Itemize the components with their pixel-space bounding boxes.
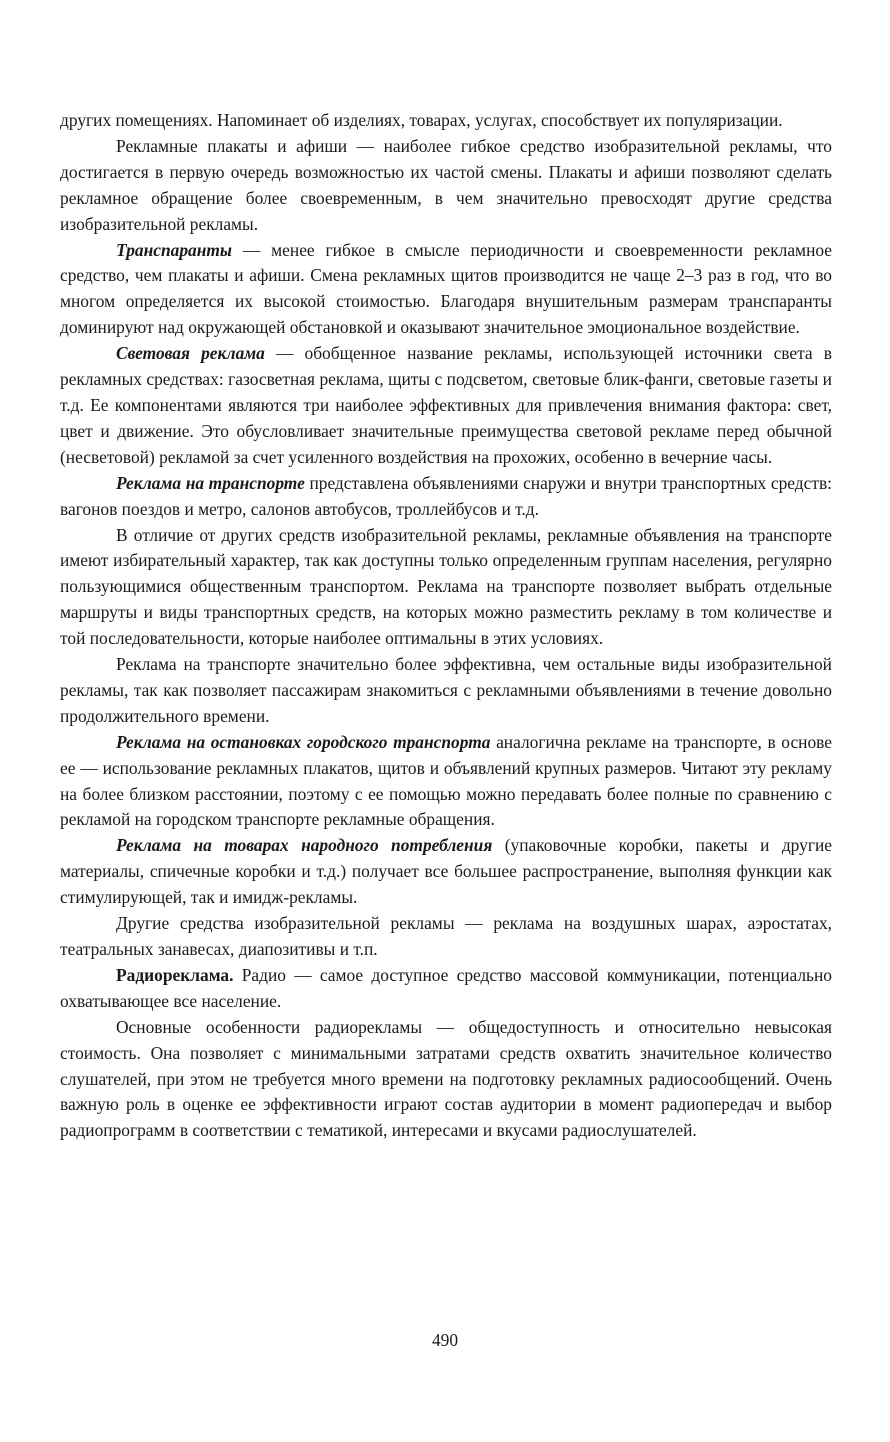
term-transparants: Транспаранты xyxy=(116,239,232,260)
page-number: 490 xyxy=(431,1330,459,1350)
paragraph-6: В отличие от других средств изобразительной рекламы, рекламные объявления на транспорте имеют избирательный характер, так как доступны только определенным группам населения, регулярно пользующимися общественным транспортом. Реклама на транспорте позволяет выбрать отдельные маршруты и виды транспортных средств, на которых можно разместить рекламу в том количестве и той последовательности, которые наиболее оптимальны в этих условиях. xyxy=(60,524,832,649)
paragraph-7: Реклама на транспорте значительно более эффективна, чем остальные виды изобразительной рекламы, так как позволяет пассажирам знакомиться с рекламными объявлениями в течение довольно продолжительного времени. xyxy=(60,654,832,726)
paragraph-2: Рекламные плакаты и афиши — наиболее гибкое средство изобразительной рекламы, что достигается в первую очередь возможностью их частой смены. Плакаты и афиши позволяют сделать рекламное обращение более своевременным, в чем значительно превосходят другие средства изобразительной рекламы. xyxy=(60,135,832,234)
paragraph-9: Реклама на товарах народного потребления (упаковочные коробки, пакеты и другие материалы, спичечные коробки и т.д.) получает все большее распространение, выполняя функции как стимулирующей, так и имидж-рекламы. xyxy=(60,835,832,908)
term-light-advertising: Световая реклама xyxy=(116,343,265,364)
term-goods-advertising: Реклама на товарах народного потребления xyxy=(116,835,493,856)
term-stop-advertising: Реклама на остановках городского транспорта xyxy=(116,731,491,752)
paragraph-4: Световая реклама — обобщенное название рекламы, использующей источники света в рекламных средствах: газосветная реклама, щиты с подсветом, световые блик-фанги, световые газеты и т.д. Ее компонентами являются три наиболее эффективных для привлечения внимания фактора: свет, цвет и движение. Это обусловливает значительные преимущества световой рекламе перед обычной (несветовой) рекламой за счет усиленного воздействия на прохожих, особенно в вечерние часы. xyxy=(60,343,832,467)
paragraph-5: Реклама на транспорте представлена объявлениями снаружи и внутри транспортных средств: вагонов поездов и метро, салонов автобусов, троллейбусов и т.д. xyxy=(60,472,832,519)
page-body xyxy=(60,108,832,1144)
term-radio-advertising: Радиореклама. xyxy=(116,964,234,985)
term-transport-advertising: Реклама на транспорте xyxy=(116,472,305,493)
paragraph-10: Другие средства изобразительной рекламы — реклама на воздушных шарах, аэростатах, театральных занавесах, диапозитивы и т.п. xyxy=(60,913,832,959)
paragraph-11: Радиореклама. Радио — самое доступное средство массовой коммуникации, потенциально охватывающее все население. xyxy=(60,964,832,1011)
paragraph-12: Основные особенности радиорекламы — общедоступность и относительно невысокая стоимость. Она позволяет с минимальными затратами средств охватить значительное количество слушателей, при этом не требуется много времени на подготовку рекламных радиосообщений. Очень важную роль в оценке ее эффективности играют состав аудитории в момент радиопередач и выбор радиопрограмм в соответствии с тематикой, интересами и вкусами радиослушателей. xyxy=(60,1016,832,1141)
paragraph-8: Реклама на остановках городского транспорта аналогична рекламе на транспорте, в основе ее — использование рекламных плакатов, щитов и объявлений крупных размеров. Читают эту рекламу на более близком расстоянии, поэтому с ее помощью можно передавать более полные по сравнению с рекламой на городском транспорте рекламные обращения. xyxy=(60,731,832,830)
paragraph-3: Транспаранты — менее гибкое в смысле периодичности и своевременности рекламное средство, чем плакаты и афиши. Смена рекламных щитов производится не чаще 2–3 раз в год, что во многом определяется их высокой стоимостью. Благодаря внушительным размерам транспаранты доминируют над окружающей обстановкой и оказывают значительное эмоциональное воздействие. xyxy=(60,239,832,338)
paragraph-1: других помещениях. Напоминает об изделиях, товарах, услугах, способствует их популяризации. xyxy=(60,110,783,130)
